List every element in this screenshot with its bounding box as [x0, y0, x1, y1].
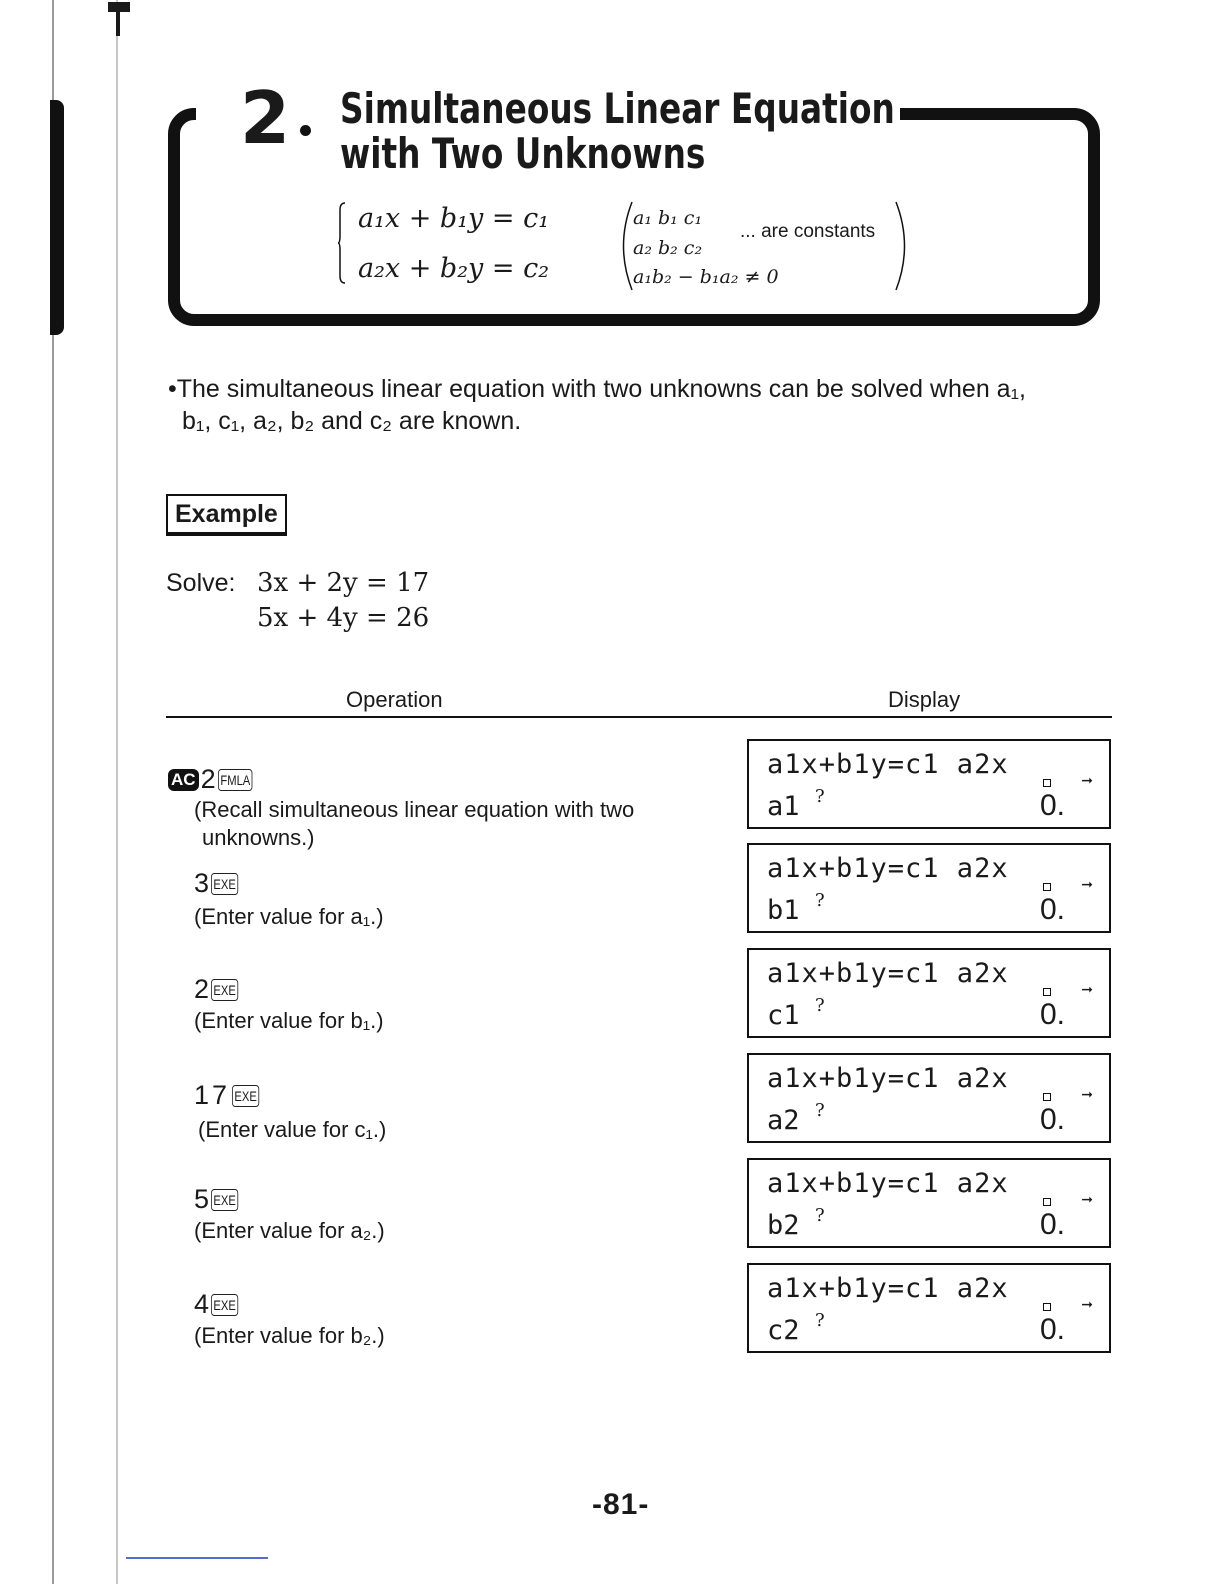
- fmla-key: FMLA: [218, 769, 253, 791]
- lcd-3-arrow-icon: ➞: [1081, 981, 1093, 997]
- lcd-1-indicator: [1043, 779, 1051, 787]
- section-number-dot: [300, 125, 311, 136]
- section-title-line2: with Two Unknowns: [340, 129, 706, 178]
- lcd-display-4: [747, 1053, 1111, 1143]
- step-5-keys: [194, 1184, 245, 1215]
- lcd-6-indicator: [1043, 1303, 1051, 1311]
- step-3-keys: [194, 974, 245, 1005]
- step-6-description: (Enter value for b₂.): [194, 1323, 385, 1348]
- lcd-2-value: 0.: [1039, 893, 1065, 926]
- binding-line: [116, 0, 118, 1584]
- step-4-description: (Enter value for c₁.): [198, 1117, 387, 1142]
- lcd-5-value: 0.: [1039, 1208, 1065, 1241]
- general-equation-2: a₂x + b₂y = c₂: [358, 253, 550, 284]
- lcd-4-question: ?: [815, 1100, 825, 1121]
- lcd-5-prompt: a1x+b1y=c1 a2x: [767, 1168, 1009, 1199]
- lcd-display-5: [747, 1158, 1111, 1248]
- binding-mark-stem: [116, 8, 120, 36]
- lcd-6-value: 0.: [1039, 1313, 1065, 1346]
- system-brace: [338, 202, 346, 284]
- lcd-6-prompt: a1x+b1y=c1 a2x: [767, 1273, 1009, 1304]
- solve-label: Solve:: [166, 569, 236, 597]
- constants-row-1: a₁ b₁ c₁: [633, 207, 703, 229]
- bottom-edge-line: [126, 1557, 268, 1559]
- lcd-2-prompt: a1x+b1y=c1 a2x: [767, 853, 1009, 884]
- step-2-description: (Enter value for a₁.): [194, 904, 384, 929]
- lcd-2-arrow-icon: ➞: [1081, 876, 1093, 892]
- exe-key: EXE: [232, 1085, 259, 1107]
- lcd-3-indicator: [1043, 988, 1051, 996]
- lcd-6-question: ?: [815, 1310, 825, 1331]
- exe-key: EXE: [211, 979, 238, 1001]
- lcd-3-variable: c1: [767, 1000, 800, 1031]
- step-4-number: 17: [194, 1080, 231, 1110]
- exe-key: EXE: [211, 1294, 238, 1316]
- step-3-number: 2: [194, 974, 210, 1004]
- lcd-5-question: ?: [815, 1205, 825, 1226]
- lcd-3-question: ?: [815, 995, 825, 1016]
- lcd-1-prompt: a1x+b1y=c1 a2x: [767, 749, 1009, 780]
- general-equation-1: a₁x + b₁y = c₁: [358, 203, 550, 234]
- example-equation-1: 3x + 2y = 17: [257, 568, 430, 598]
- constants-condition: a₁b₂ − b₁a₂ ≠ 0: [633, 266, 779, 288]
- lcd-display-3: [747, 948, 1111, 1038]
- lcd-display-1: [747, 739, 1111, 829]
- intro-text-line2: b₁, c₁, a₂, b₂ and c₂ are known.: [182, 407, 522, 435]
- constants-left-paren: [612, 200, 634, 292]
- lcd-3-prompt: a1x+b1y=c1 a2x: [767, 958, 1009, 989]
- example-label: Example: [166, 494, 287, 536]
- step-5-description: (Enter value for a₂.): [194, 1218, 385, 1243]
- step-1-description: [194, 796, 634, 852]
- operation-header: Operation: [346, 687, 443, 712]
- step-1-desc-line2: unknowns.): [202, 825, 315, 850]
- page-number: -81-: [592, 1488, 650, 1521]
- lcd-5-indicator: [1043, 1198, 1051, 1206]
- example-equation-2: 5x + 4y = 26: [257, 603, 430, 633]
- step-6-number: 4: [194, 1289, 210, 1319]
- lcd-4-value: 0.: [1039, 1103, 1065, 1136]
- step-4-keys: [194, 1080, 266, 1111]
- lcd-2-indicator: [1043, 883, 1051, 891]
- display-header: Display: [888, 687, 961, 712]
- section-tab-mark: [50, 100, 64, 335]
- step-1-desc-line1: (Recall simultaneous linear equation with two: [194, 797, 635, 822]
- lcd-4-arrow-icon: ➞: [1081, 1086, 1093, 1102]
- lcd-5-arrow-icon: ➞: [1081, 1191, 1093, 1207]
- lcd-1-variable: a1: [767, 791, 800, 822]
- lcd-1-question: ?: [815, 786, 825, 807]
- lcd-display-2: [747, 843, 1111, 933]
- section-title: [340, 86, 895, 176]
- exe-key: EXE: [211, 1189, 238, 1211]
- step-5-number: 5: [194, 1184, 210, 1214]
- lcd-4-variable: a2: [767, 1105, 800, 1136]
- section-title-line1: Simultaneous Linear Equation: [340, 84, 895, 133]
- step-2-number: 3: [194, 868, 210, 898]
- step-1-keys: [168, 764, 261, 795]
- lcd-5-variable: b2: [767, 1210, 800, 1241]
- lcd-4-indicator: [1043, 1093, 1051, 1101]
- lcd-1-arrow-icon: ➞: [1081, 772, 1093, 788]
- constants-note: ... are constants: [740, 221, 876, 242]
- step-1-number: 2: [200, 764, 216, 794]
- exe-key: EXE: [211, 873, 238, 895]
- lcd-3-value: 0.: [1039, 998, 1065, 1031]
- lcd-4-prompt: a1x+b1y=c1 a2x: [767, 1063, 1009, 1094]
- lcd-display-6: [747, 1263, 1111, 1353]
- step-2-keys: [194, 868, 245, 899]
- lcd-6-variable: c2: [767, 1315, 800, 1346]
- lcd-1-value: 0.: [1039, 789, 1065, 822]
- lcd-2-variable: b1: [767, 895, 800, 926]
- constants-right-paren: [894, 200, 916, 292]
- ac-key: AC: [168, 769, 199, 791]
- lcd-2-question: ?: [815, 890, 825, 911]
- lcd-6-arrow-icon: ➞: [1081, 1296, 1093, 1312]
- section-number: 2: [240, 76, 289, 160]
- step-6-keys: [194, 1289, 245, 1320]
- intro-text-line1: •The simultaneous linear equation with two unknowns can be solved when a₁,: [168, 375, 1026, 403]
- step-3-description: (Enter value for b₁.): [194, 1008, 384, 1033]
- constants-row-2: a₂ b₂ c₂: [633, 237, 703, 259]
- header-rule: [166, 716, 1112, 718]
